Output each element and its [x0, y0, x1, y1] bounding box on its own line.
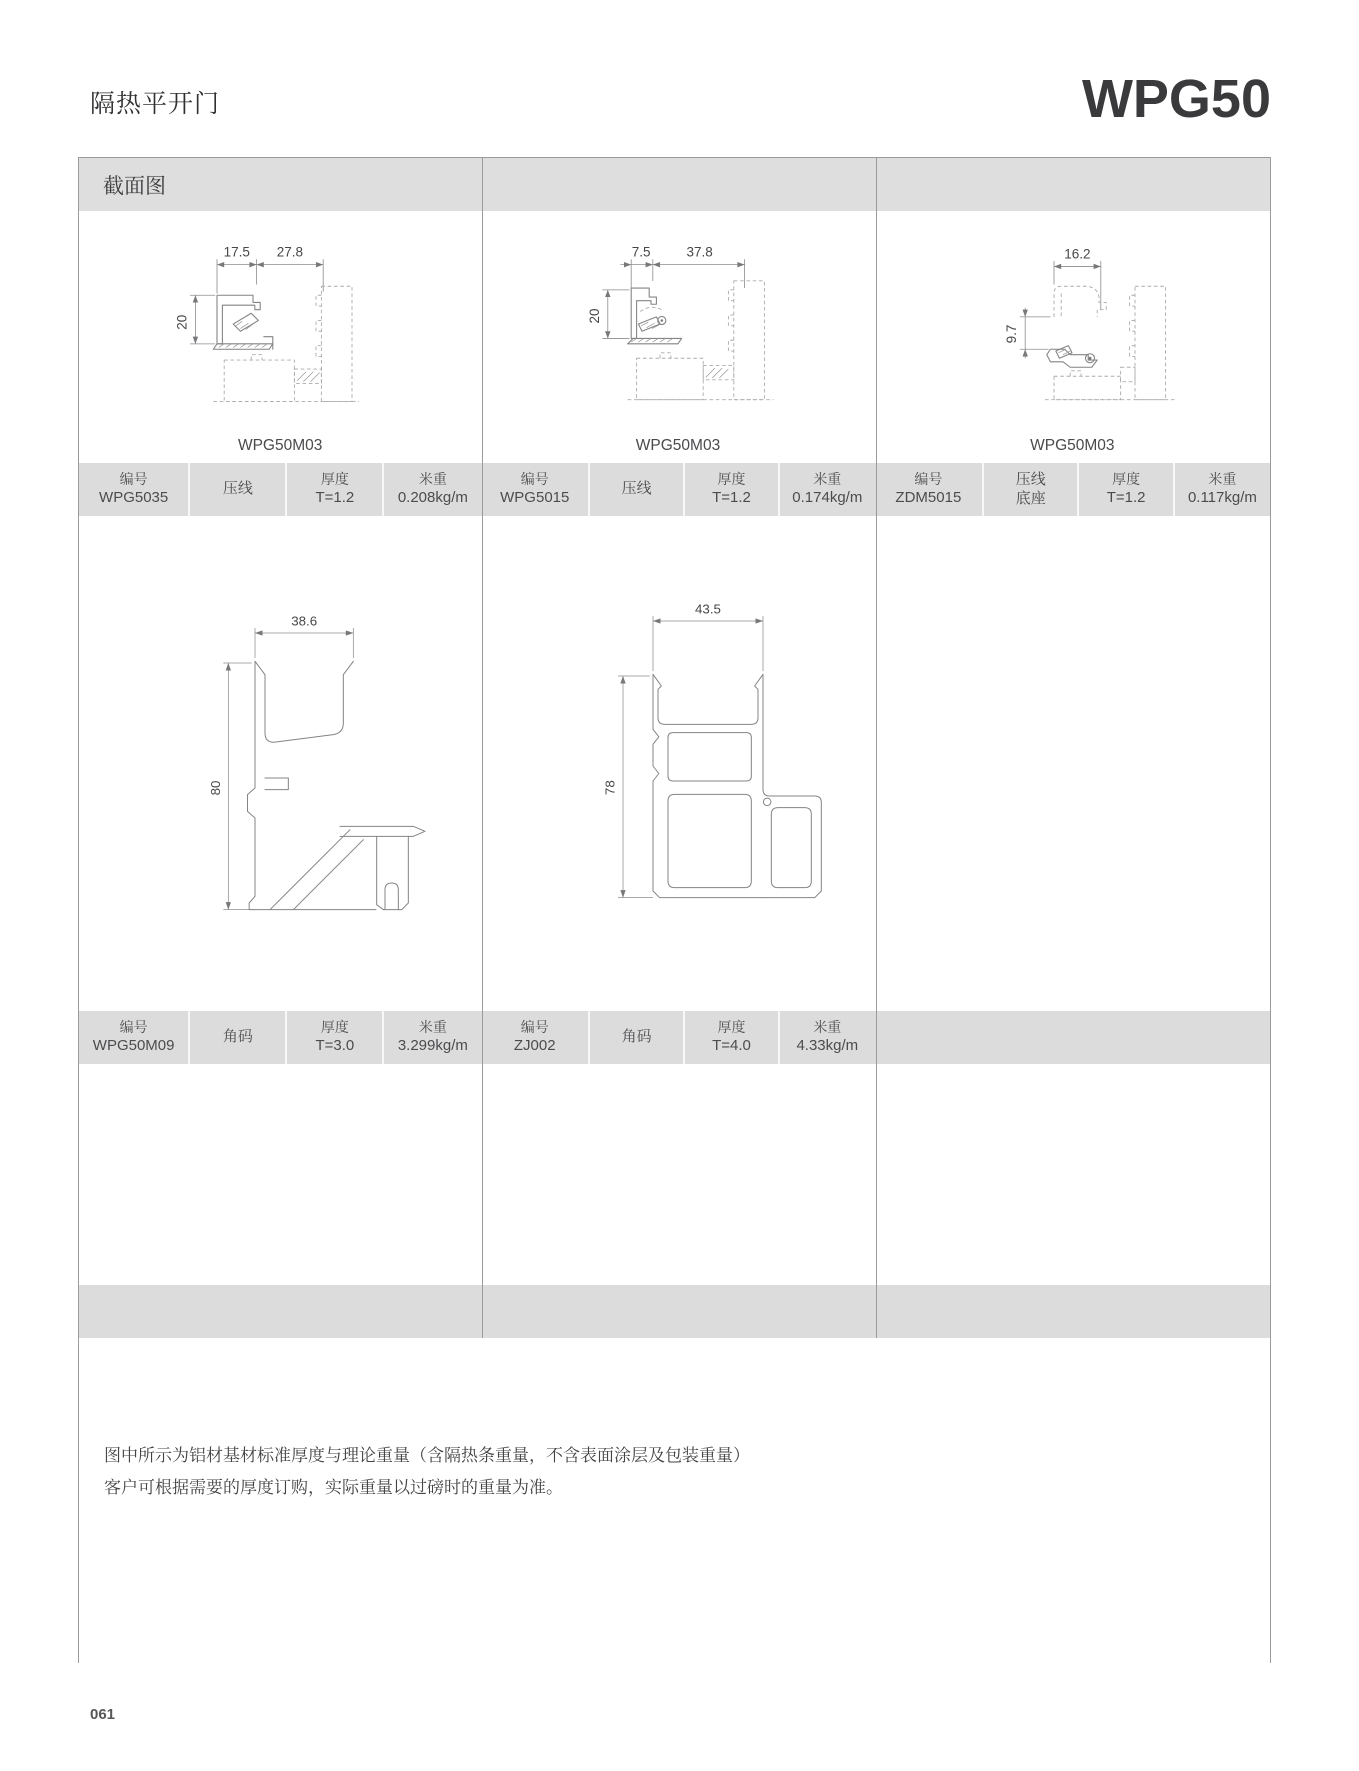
code-label: 编号	[914, 471, 943, 488]
thickness-label: 厚度	[320, 471, 349, 488]
code-label: 编号	[119, 1019, 148, 1036]
weight-value: 3.299kg/m	[397, 1036, 468, 1054]
weight-value: 0.117kg/m	[1187, 488, 1257, 506]
weight-value: 0.208kg/m	[397, 488, 468, 506]
thickness-label: 厚度	[320, 1019, 349, 1036]
spec-cell-thickness	[683, 463, 778, 516]
spec-row-1	[79, 463, 1270, 516]
series-model-title: WPG50	[1081, 69, 1271, 129]
spec-cell-code	[79, 1011, 188, 1064]
adjacent-profiles-dashed	[628, 281, 774, 400]
spec-cell-weight	[1173, 463, 1270, 516]
drawings-row-1	[79, 211, 1270, 463]
note-line-2: 客户可根据需要的厚度订购，实际重量以过磅时的重量为准。	[104, 1478, 563, 1498]
section-header-label: 截面图	[103, 174, 166, 198]
cross-section-drawing-zdm5015	[919, 223, 1225, 435]
name-value: 压线	[621, 480, 652, 498]
spec-cell-code	[481, 1011, 588, 1064]
dim-7-5: 7.5	[631, 244, 651, 260]
spec-cell-name	[188, 1011, 285, 1064]
empty-row	[79, 1064, 1270, 1285]
corner-profile-outline	[248, 661, 426, 909]
spec-cell-thickness	[285, 1011, 382, 1064]
weight-label: 米重	[813, 1019, 842, 1036]
thickness-label: 厚度	[1112, 471, 1141, 488]
cross-section-drawing-wpg50m09	[130, 578, 430, 928]
weight-value: 0.174kg/m	[792, 488, 863, 506]
spec-zj002	[481, 1011, 874, 1064]
spec-cell-thickness	[285, 463, 382, 516]
dim-20: 20	[586, 308, 602, 324]
drawings-row-2	[79, 516, 1270, 1011]
spec-zdm5015	[875, 463, 1270, 516]
spec-wpg50m09	[79, 1011, 481, 1064]
spec-cell-weight	[778, 1011, 875, 1064]
spec-cell-code	[481, 463, 588, 516]
code-label: 编号	[119, 471, 148, 488]
spec-cell-weight	[382, 463, 481, 516]
spec-row-2	[79, 1011, 1270, 1064]
code-value: WPG5035	[99, 488, 169, 506]
code-label: 编号	[520, 1019, 549, 1036]
spec-wpg5035	[79, 463, 481, 516]
note-line-1: 图中所示为铝材基材标准厚度与理论重量（含隔热条重量，不含表面涂层及包装重量）	[104, 1446, 750, 1465]
column-divider-1	[482, 158, 483, 1338]
thickness-label: 厚度	[717, 1019, 746, 1036]
dim-9-7: 9.7	[1004, 324, 1020, 344]
note-row	[79, 1338, 1270, 1664]
name-value: 压线	[1015, 470, 1046, 488]
code-value: WPG50M09	[92, 1036, 175, 1054]
name-value: 角码	[222, 1028, 253, 1046]
weight-label: 米重	[418, 471, 447, 488]
name-value: 压线	[222, 480, 253, 498]
empty-spec-band	[79, 1285, 1270, 1338]
drawing-label: WPG50M03	[237, 437, 323, 454]
thickness-value: T=1.2	[1106, 488, 1146, 506]
page-number: 061	[90, 1706, 116, 1723]
dim-43-5: 43.5	[695, 601, 721, 617]
drawing-cell-zdm5015	[875, 211, 1270, 463]
section-table	[78, 157, 1271, 1663]
dim-37-8: 37.8	[686, 244, 713, 260]
corner-profile-outline	[653, 674, 821, 897]
thickness-value: T=1.2	[712, 488, 751, 506]
cross-section-drawing-zj002	[528, 566, 828, 926]
weight-label: 米重	[1208, 471, 1237, 488]
code-value: ZDM5015	[895, 488, 962, 506]
dim-38-6: 38.6	[291, 613, 318, 629]
name-value-2: 底座	[1015, 489, 1046, 507]
spec-wpg5015	[481, 463, 874, 516]
dim-20: 20	[174, 314, 190, 330]
thickness-value: T=3.0	[315, 1036, 355, 1054]
spec-cell-name	[982, 463, 1077, 516]
spec-cell-weight	[778, 463, 875, 516]
dim-17-5: 17.5	[223, 244, 251, 260]
spec-cell-weight	[382, 1011, 481, 1064]
weight-label: 米重	[418, 1019, 447, 1036]
spec-cell-name	[588, 1011, 683, 1064]
name-value: 角码	[621, 1028, 652, 1046]
code-value: ZJ002	[513, 1036, 556, 1054]
drawing-cell-wpg5035	[79, 211, 481, 463]
spec-cell-name	[188, 463, 285, 516]
dim-78: 78	[602, 780, 618, 796]
dim-16-2: 16.2	[1064, 246, 1091, 262]
adjacent-profiles-dashed	[1045, 286, 1175, 399]
thickness-value: T=4.0	[712, 1036, 751, 1054]
drawing-cell-empty	[875, 516, 1270, 1011]
drawing-cell-zj002	[481, 516, 874, 1011]
table-header-row	[79, 158, 1270, 211]
spec-cell-name	[588, 463, 683, 516]
page-title: 隔热平开门	[90, 90, 221, 118]
spec-empty-cell	[875, 1011, 1270, 1064]
drawing-cell-wpg5015	[481, 211, 874, 463]
weight-value: 4.33kg/m	[796, 1036, 859, 1054]
spec-cell-code	[875, 463, 982, 516]
drawing-cell-wpg50m09	[79, 516, 481, 1011]
code-label: 编号	[520, 471, 549, 488]
thickness-label: 厚度	[717, 471, 746, 488]
code-value: WPG5015	[500, 488, 570, 506]
weight-label: 米重	[813, 471, 842, 488]
drawing-label: WPG50M03	[1030, 437, 1115, 454]
profile-outline-solid	[628, 288, 682, 344]
profile-outline-solid	[214, 295, 273, 349]
column-divider-2	[876, 158, 877, 1338]
drawing-label: WPG50M03	[635, 437, 721, 454]
cross-section-drawing-wpg5015	[525, 223, 831, 435]
dim-27-8: 27.8	[276, 244, 304, 260]
cross-section-drawing-wpg5035	[127, 223, 433, 435]
dim-80: 80	[208, 780, 224, 796]
spec-cell-thickness	[1077, 463, 1172, 516]
thickness-value: T=1.2	[315, 488, 355, 506]
spec-cell-thickness	[683, 1011, 778, 1064]
spec-cell-code	[79, 463, 188, 516]
profile-outline-solid	[1047, 346, 1097, 368]
